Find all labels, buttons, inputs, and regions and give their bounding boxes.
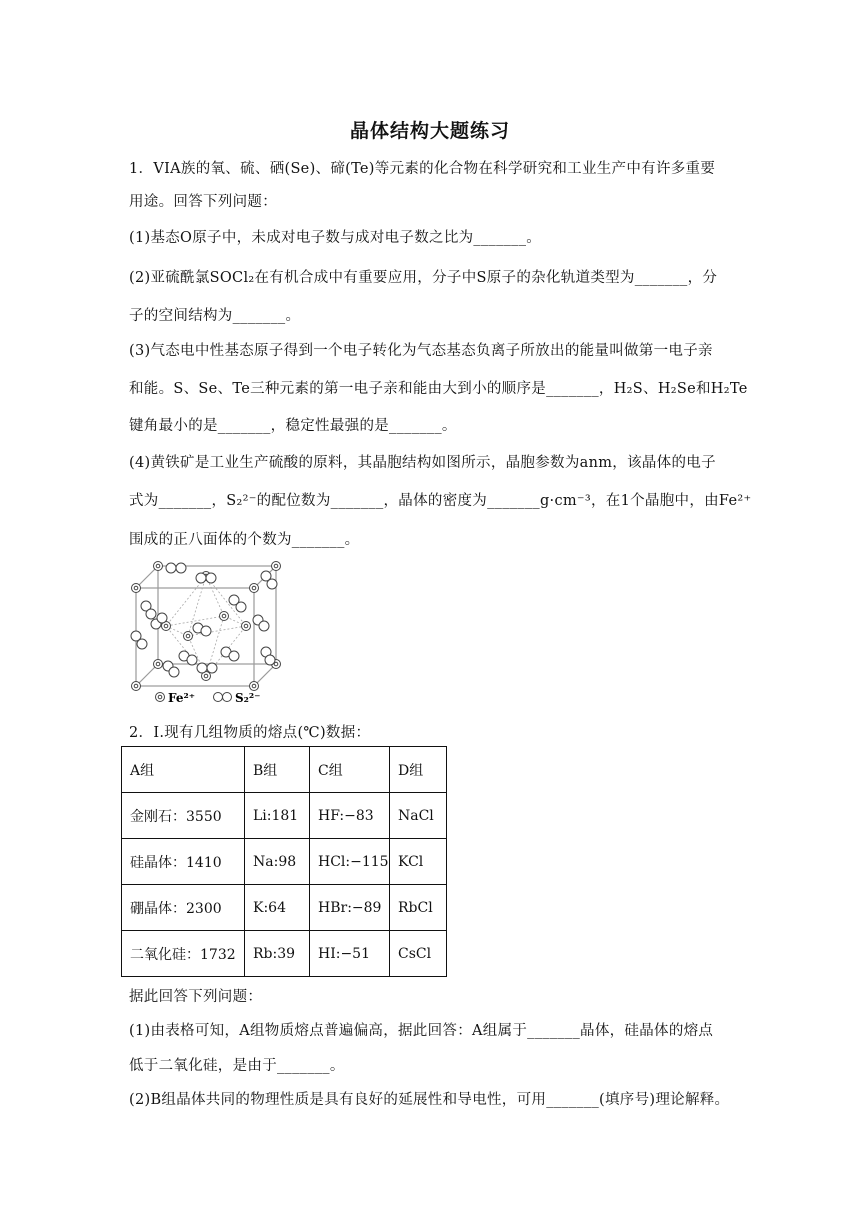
table-header-cell: B组 — [245, 747, 310, 793]
table-header-cell: C组 — [310, 747, 390, 793]
table-header-row — [122, 747, 447, 793]
q1-part3-line-2: 和能。S、Se、Te三种元素的第一电子亲和能由大到小的顺序是_______，H₂S、H₂Se和H₂Te — [129, 381, 748, 397]
q2-part1-line-1: (1)由表格可知，A组物质熔点普遍偏高，据此回答：A组属于_______晶体，硅晶体的熔点 — [129, 1023, 714, 1039]
q1-part2-line-2: 子的空间结构为_______。 — [129, 308, 301, 324]
q1-part3-line-1: (3)气态电中性基态原子得到一个电子转化为气态基态负离子所放出的能量叫做第一电子亲 — [129, 343, 713, 359]
melting-point-table — [121, 746, 447, 977]
table-cell: NaCl — [390, 793, 447, 839]
table-cell: 二氧化硅：1732 — [122, 931, 245, 977]
table-cell: 金刚石：3550 — [122, 793, 245, 839]
table-cell: HI:−51 — [310, 931, 390, 977]
q1-part4-line-2: 式为_______，S₂²⁻的配位数为_______，晶体的密度为_______g·cm⁻³，在1个晶胞中，由Fe²⁺ — [129, 493, 752, 509]
table-cell: K:64 — [245, 885, 310, 931]
q2-intro: 2．Ⅰ.现有几组物质的熔点(℃)数据： — [129, 725, 371, 741]
table-cell: Li:181 — [245, 793, 310, 839]
q1-part4-line-3: 围成的正八面体的个数为_______。 — [129, 532, 360, 548]
q2-part2: (2)B组晶体共同的物理性质是具有良好的延展性和导电性，可用_______(填序号)理论解释。 — [129, 1092, 730, 1108]
table-cell: RbCl — [390, 885, 447, 931]
diagram-legend — [156, 691, 261, 705]
q1-intro-line-1: 1．VIA族的氧、硫、硒(Se)、碲(Te)等元素的化合物在科学研究和工业生产中有许多重要 — [129, 161, 716, 177]
table-row — [122, 885, 447, 931]
q1-part2-line-1: (2)亚硫酰氯SOCl₂在有机合成中有重要应用，分子中S原子的杂化轨道类型为_______，分 — [129, 270, 718, 286]
table-row — [122, 931, 447, 977]
table-header-cell: D组 — [390, 747, 447, 793]
page-title: 晶体结构大题练习 — [349, 120, 510, 142]
table-cell: 硅晶体：1410 — [122, 839, 245, 885]
table-cell: KCl — [390, 839, 447, 885]
table-cell: CsCl — [390, 931, 447, 977]
table-cell: Rb:39 — [245, 931, 310, 977]
table-cell: Na:98 — [245, 839, 310, 885]
q1-part3-line-3: 键角最小的是_______，稳定性最强的是_______。 — [129, 418, 457, 434]
table-cell: HCl:−115 — [310, 839, 390, 885]
q1-intro-line-2: 用途。回答下列问题： — [129, 194, 277, 210]
q1-part4-line-1: (4)黄铁矿是工业生产硫酸的原料，其晶胞结构如图所示，晶胞参数为anm，该晶体的电子 — [129, 455, 716, 471]
table-row — [122, 839, 447, 885]
q2-after-table: 据此回答下列问题： — [129, 989, 263, 1005]
legend-s2: S₂²⁻ — [235, 691, 261, 705]
table-cell: 硼晶体：2300 — [122, 885, 245, 931]
q2-part1-line-2: 低于二氧化硅，是由于_______。 — [129, 1058, 345, 1074]
table-row — [122, 793, 447, 839]
table-cell: HF:−83 — [310, 793, 390, 839]
q1-part1: (1)基态O原子中，未成对电子数与成对电子数之比为_______。 — [129, 230, 542, 246]
legend-fe: Fe²⁺ — [168, 691, 196, 705]
table-header-cell: A组 — [122, 747, 245, 793]
table-cell: HBr:−89 — [310, 885, 390, 931]
pyrite-unit-cell-diagram — [126, 556, 296, 706]
